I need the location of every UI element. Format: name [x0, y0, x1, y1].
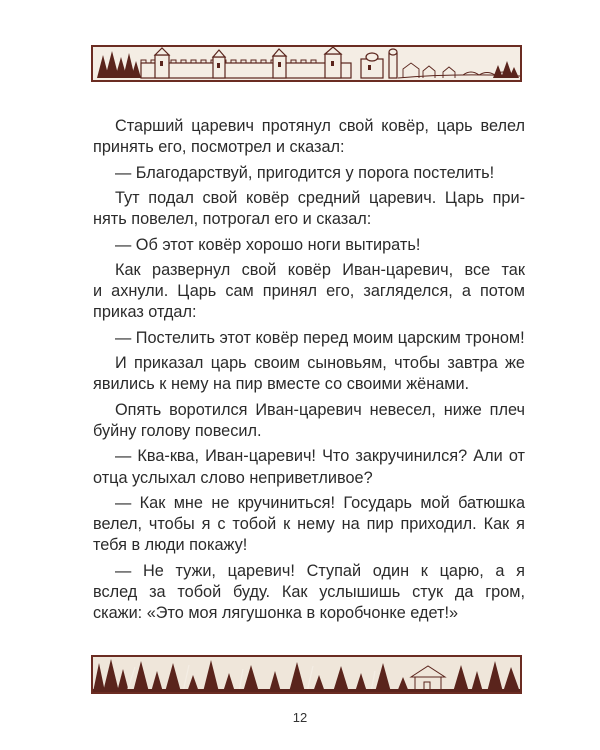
- paragraph: [93, 163, 525, 184]
- text-line: тебя в люди покажу!: [93, 536, 248, 555]
- paragraph: [93, 188, 525, 230]
- kremlin-landscape-image: [93, 47, 520, 80]
- paragraph: [93, 493, 525, 557]
- text-line: вслед за тобой буду. Как услышишь стук да гром,: [93, 582, 525, 601]
- paragraph: [93, 561, 525, 625]
- text-line: Опять воротился Иван-царевич невесел, ниже плеч: [115, 400, 525, 419]
- text-line: — Об этот ковёр хорошо ноги вытирать!: [115, 235, 421, 254]
- text-line: принять его, посмотрел и сказал:: [93, 138, 345, 157]
- paragraph: [93, 400, 525, 442]
- paragraph: [93, 260, 525, 324]
- text-line: — Как мне не кручиниться! Государь мой батюшка: [115, 493, 525, 512]
- story-text: [93, 116, 525, 629]
- paragraph: [93, 446, 525, 488]
- text-line: велел, чтобы я с тобой к нему на пир приходил. Как я: [93, 515, 525, 534]
- paragraph: [93, 328, 525, 349]
- page-number: 12: [292, 710, 308, 725]
- text-line: — Постелить этот ковёр перед моим царским троном!: [115, 328, 525, 347]
- text-line: И приказал царь своим сыновьям, чтобы завтра же: [115, 354, 525, 373]
- paragraph: [93, 235, 525, 256]
- text-line: буйну голову повесил.: [93, 421, 262, 440]
- text-line: Тут подал свой ковёр средний царевич. Царь при-: [115, 188, 525, 207]
- text-line: Как развернул свой ковёр Иван-царевич, все так: [115, 260, 525, 279]
- text-line: и ахнули. Царь сам принял его, загляделся, а потом: [93, 282, 525, 301]
- bottom-illustration-forest: [91, 655, 522, 694]
- top-illustration-kremlin: [91, 45, 522, 82]
- text-line: — Благодарствуй, пригодится у порога постелить!: [115, 163, 495, 182]
- forest-landscape-image: [93, 657, 520, 692]
- text-line: нять повелел, потрогал его и сказал:: [93, 210, 372, 229]
- text-line: приказ отдал:: [93, 303, 197, 322]
- text-line: Старший царевич протянул свой ковёр, царь велел: [115, 117, 525, 135]
- paragraph: [93, 353, 525, 395]
- text-line: скажи: «Это моя лягушонка в коробчонке едет!»: [93, 604, 459, 623]
- text-line: — Не тужи, царевич! Ступай один к царю, а я: [115, 561, 525, 580]
- text-line: — Ква-ква, Иван-царевич! Что закручинился? Али от: [115, 447, 525, 466]
- text-line: отца услыхал слово неприветливое?: [93, 468, 373, 487]
- paragraph: [93, 116, 525, 158]
- text-line: явились к нему на пир вместе со своими жёнами.: [93, 375, 470, 394]
